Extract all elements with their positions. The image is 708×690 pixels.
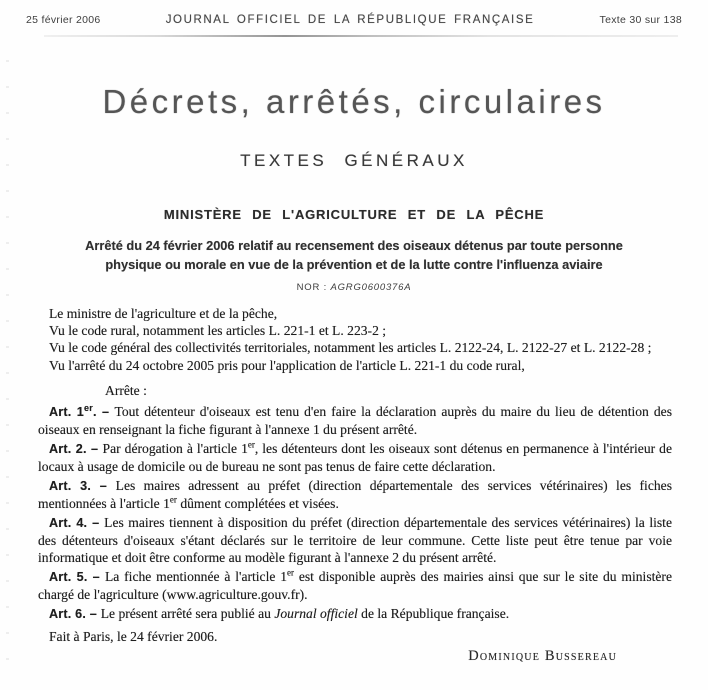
nor-line	[0, 282, 708, 293]
ministry-title: MINISTÈRE DE L'AGRICULTURE ET DE LA PÊCHE	[163, 207, 545, 222]
nor-code: AGRG0600376A	[330, 282, 412, 293]
decree-title-line1: Arrêté du 24 février 2006 relatif au recensement des oiseaux détenus par toute personne	[85, 238, 623, 253]
article-paragraph: Art. 6. – Le présent arrêté sera publié au Journal officiel de la République française.	[49, 605, 510, 621]
decree-title-line2: physique ou morale en vue de la prévention et de la lutte contre l'influenza aviaire	[105, 256, 603, 272]
header-date: 25 février 2006	[26, 14, 101, 26]
main-title: Décrets, arrêtés, circulaires	[102, 83, 606, 120]
article-paragraph: Art. 5. – La fiche mentionnée à l'article 1er est disponible auprès des mairies ainsi que sur le site du ministère chargé de l'agriculture (www.agriculture.gouv.fr).	[38, 567, 672, 603]
article-label: Art. 5. –	[49, 569, 105, 584]
section-title: TEXTES GÉNÉRAUX	[240, 151, 468, 170]
header-divider-rule	[44, 35, 678, 37]
text-reference: Texte 30 sur 138	[599, 14, 682, 26]
decree-body	[38, 305, 672, 665]
articles	[38, 403, 672, 623]
enacting-formula: Arrête :	[105, 382, 147, 398]
preamble-paragraph: Vu le code général des collectivités territoriales, notamment les articles L. 2122-24, L. 2122-27 et L. 2122-28 ;	[49, 340, 652, 356]
preamble-paragraph: Le ministre de l'agriculture et de la pêche,	[49, 306, 278, 321]
article-label: Art. 6. –	[49, 606, 101, 621]
article-paragraph: Art. 3. – Les maires adressent au préfet (direction départementale des services vétérinaires) les fiches mentionnées à l'article 1er dûment complétées et visées.	[38, 477, 672, 512]
article-paragraph: Art. 1er. – Tout détenteur d'oiseaux est tenu d'en faire la déclaration auprès du maire du lieu de détention des oiseaux en renseignant la fiche figurant à l'annexe 1 du présent arrêté.	[38, 402, 672, 438]
article-label: Art. 2. –	[49, 441, 103, 456]
article-paragraph: Art. 4. – Les maires tiennent à disposition du préfet (direction départementale des services vétérinaires) la liste des détenteurs d'oiseaux s'étant déclarés sur le territoire de leur commune. Cette liste peut être tenue par voie informatique et doit être conforme au modèle figurant à l'annexe 2 du présent arrêté.	[38, 514, 672, 566]
signature: Dominique Bussereau	[468, 648, 617, 665]
page-header	[0, 0, 708, 26]
article-label: Art. 4. –	[49, 515, 105, 530]
article-label: Art. 3. –	[49, 478, 116, 493]
journal-title: JOURNAL OFFICIEL DE LA RÉPUBLIQUE FRANÇAISE	[165, 14, 535, 26]
article-label: Art. 1er. –	[49, 402, 115, 420]
preamble-paragraph: Vu l'arrêté du 24 octobre 2005 pris pour l'application de l'article L. 221-1 du code rural,	[49, 357, 525, 373]
preamble	[38, 305, 672, 374]
preamble-paragraph: Vu le code rural, notamment les articles L. 221-1 et L. 223-2 ;	[49, 323, 387, 339]
nor-label: NOR :	[296, 282, 328, 293]
article-paragraph: Art. 2. – Par dérogation à l'article 1er, les détenteurs dont les oiseaux sont détenus en permanence à l'intérieur de locaux à usage de domicile ou de bureau ne sont pas tenus de faire cette déclaration.	[38, 439, 672, 475]
decree-title	[44, 237, 664, 274]
closing-place-date: Fait à Paris, le 24 février 2006.	[49, 628, 218, 644]
